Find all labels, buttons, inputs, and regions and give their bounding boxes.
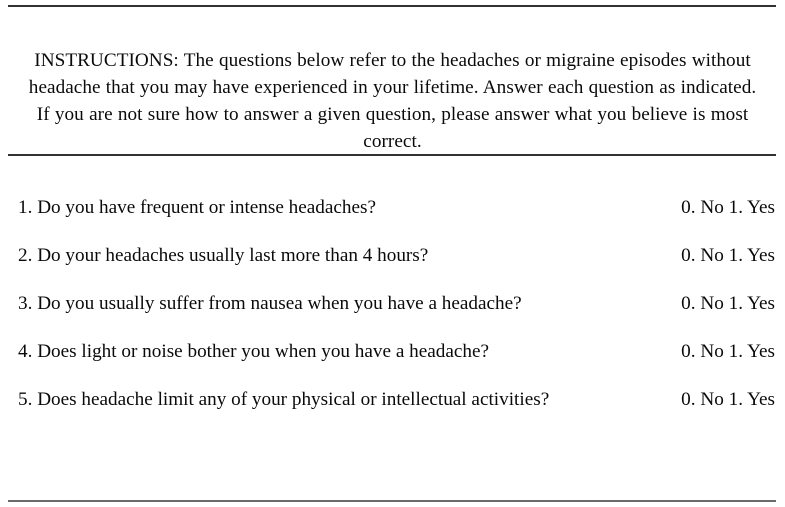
question-row-4 — [18, 340, 775, 388]
top-divider-rule — [8, 5, 776, 7]
question-text-4: 4. Does light or noise bother you when you have a headache? — [18, 341, 490, 362]
question-row-1 — [18, 196, 775, 244]
question-answers-1[interactable]: 0. No 1. Yes — [681, 197, 775, 218]
bottom-divider-rule — [8, 500, 776, 502]
question-answers-5[interactable]: 0. No 1. Yes — [681, 389, 775, 410]
question-answers-2[interactable]: 0. No 1. Yes — [681, 245, 775, 266]
question-text-5: 5. Does headache limit any of your physical or intellectual activities? — [18, 389, 550, 410]
middle-divider-rule — [8, 154, 776, 156]
question-text-3: 3. Do you usually suffer from nausea when you have a headache? — [18, 293, 522, 314]
question-text-2: 2. Do your headaches usually last more than 4 hours? — [18, 245, 429, 266]
question-answers-3[interactable]: 0. No 1. Yes — [681, 293, 775, 314]
question-row-5 — [18, 388, 775, 436]
question-row-3 — [18, 292, 775, 340]
instructions-paragraph: INSTRUCTIONS: The questions below refer to the headaches or migraine episodes without headache that you may have experienced in your lifetime. Answer each question as indicated. If you are not sure how to answer a given question, please answer what you believe is most correct. — [28, 50, 757, 153]
question-answers-4[interactable]: 0. No 1. Yes — [681, 341, 775, 362]
question-row-2 — [18, 244, 775, 292]
question-text-1: 1. Do you have frequent or intense headaches? — [18, 197, 377, 218]
questions-list — [18, 196, 775, 436]
